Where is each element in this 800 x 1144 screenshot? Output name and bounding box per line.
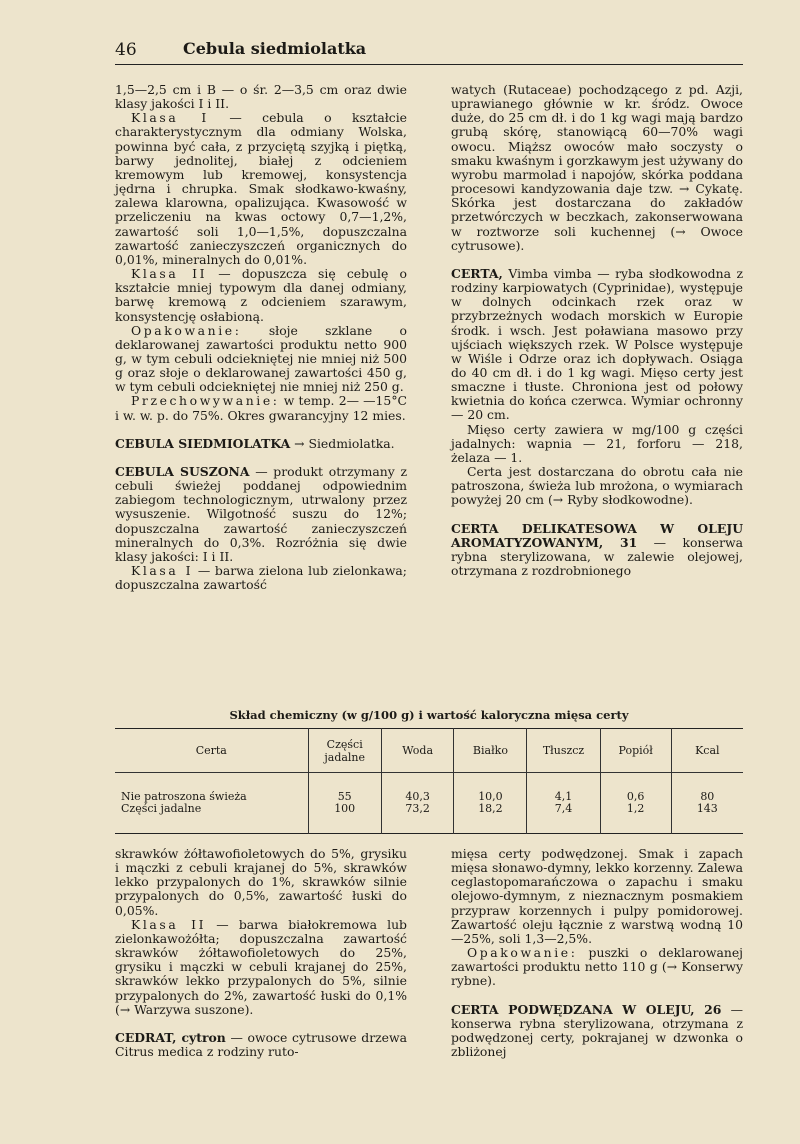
col-header: Popiół [600, 729, 671, 773]
table-cell-multiline [308, 773, 381, 834]
paragraph-text: Mięso certy zawiera w mg/100 g części jadalnych: wapnia — 21, forforu — 218, żelaza — 1. [451, 421, 743, 465]
col-header: Części jadalne [308, 729, 381, 773]
paragraph [115, 267, 407, 324]
paragraph-text: — konserwa rybna sterylizowana, otrzymana z podwędzonej certy, pokrajanej w dzwonka o zbliżonej [451, 1001, 743, 1060]
table-cell: 4,1 [554, 790, 573, 803]
paragraph [451, 83, 743, 253]
paragraph-gap [451, 508, 743, 522]
paragraph-text: Vimba vimba — ryba słodkowodna z rodziny karpiowatych (Cyprinidae), występuje w dolnych odcinkach rzek oraz w przybrzeżnych wodach morskich w Europie środk. i wsch. Jest poławiana masowo przy ujściach większych rzek. W Polsce występuje w Wiśle i Odrze oraz ich dopływach. Osiąga do 40 cm dł. i do 1 kg wagi. Mięso certy jest smaczne i tłuste. Chroniona jest od połowy kwietnia do końca czerwca. Wymiar ochronny — 20 cm. [451, 265, 743, 423]
dictionary-entry [115, 1031, 407, 1059]
paragraph [115, 918, 407, 1017]
table-header-row [115, 729, 743, 773]
table-cell: 55 [337, 790, 352, 803]
spaced-label: Opakowanie: [131, 322, 242, 338]
table-cell: 73,2 [405, 802, 430, 815]
paragraph-text: — dopuszcza się cebulę o kształcie mniej typowym dla danej odmiany, barwę kremową z odcieniem szarawym, konsystencję osłabioną. [115, 266, 407, 324]
spaced-label: Klasa I [131, 110, 209, 126]
table-cell: 80 [700, 790, 715, 803]
paragraph-text: — produkt otrzymany z cebuli świeżej poddanej odpowiednim zabiegom technologicznym, utrwalony przez wysuszenie. Wilgotność suszu do 12%; dopuszczalna zawartość zanieczyszczeń mineralnych do 0,3%. Rozróżnia się dwie klasy jakości: I i II. [115, 463, 407, 564]
page-number: 46 [115, 40, 137, 60]
col-header: Białko [454, 729, 527, 773]
left-column-top [115, 83, 407, 592]
paragraph [115, 847, 407, 918]
right-column-top [451, 83, 743, 578]
paragraph [451, 465, 743, 507]
paragraph-text: puszki o deklarowanej zawartości produktu netto 110 g (→ Konserwy rybne). [451, 945, 743, 989]
paragraph [115, 564, 407, 592]
table-cell-multiline [115, 773, 308, 834]
entry-headword: CERTA, [451, 265, 503, 281]
table-cell: Nie patroszona świeża [121, 790, 247, 803]
col-header: Certa [195, 744, 227, 757]
entry-headword: CERTA PODWĘDZANA W OLEJU, 26 [451, 1001, 722, 1017]
table-cell: 40,3 [405, 790, 430, 803]
paragraph-gap [115, 451, 407, 465]
chemical-composition-table [115, 728, 743, 834]
spaced-label: Klasa II [131, 916, 207, 932]
table-cell-multiline [454, 773, 527, 834]
paragraph [115, 394, 407, 422]
table-cell-multiline [600, 773, 671, 834]
table-cell-multiline [671, 773, 743, 834]
table-cell: 18,2 [478, 802, 503, 815]
paragraph-text: — cebula o kształcie charakterystycznym dla odmiany Wolska, powinna być cała, z przyciętą szyjką i piętką, barwy jednolitej, białej z odcieniem kremowym lub kremowej, konsystencja jędrna i chrupka. Smak słodkawo-kwaśny, zalewa klarowna, opalizująca. Kwasowość w przeliczeniu na kwas octowy 0,7—1,2%, zawartość soli 1,0—1,5%, dopuszczalna zawartość zanieczyszczeń organicznych do 0,01%, mineralnych do 0,01%. [115, 110, 408, 267]
running-head: Cebula siedmiolatka [183, 39, 367, 58]
left-column-bottom [115, 847, 407, 1059]
paragraph-text: watych (Rutaceae) pochodzącego z pd. Azji, uprawianego głównie w kr. śródz. Owoce duże, do 25 cm dł. i do 1 kg wagi mają bardzo grubą skórę, stanowiącą 60—70% wagi owocu. Miąższ owoców mało soczysty o smaku kwaśnym i gorzkawym jest używany do wyrobu marmolad i napojów, skórka poddana procesowi kandyzowania daje tzw. → Cykatę. Skórka jest dostarczana do zakładów przetwórczych w beczkach, zakonserwowana w roztworze soli kuchennej (→ Owoce cytrusowe). [451, 82, 743, 253]
spaced-label: Klasa I [131, 563, 194, 578]
paragraph-text: → Siedmiolatka. [290, 435, 395, 451]
entry-headword: CEDRAT, cytron [115, 1029, 226, 1045]
table-cell: 0,6 [626, 790, 645, 803]
table-cell: Części jadalne [121, 802, 202, 815]
dictionary-entry [115, 465, 407, 564]
paragraph [451, 946, 743, 988]
paragraph [115, 324, 407, 395]
entry-headword: CERTA DELIKATESOWA W OLEJU AROMATYZOWANYM, 31 [451, 520, 743, 550]
paragraph-text: w temp. 2— —15°C i w. w. p. do 75%. Okres gwarancyjny 12 mies. [115, 393, 407, 423]
spaced-label: Opakowanie: [467, 945, 578, 961]
paragraph-gap [115, 1017, 407, 1031]
paragraph-gap [451, 989, 743, 1003]
dictionary-entry [451, 522, 743, 579]
paragraph-text: mięsa certy podwędzonej. Smak i zapach mięsa słonawo-dymny, lekko korzenny. Zalewa ceglastopomarańczowa o zapachu i smaku olejowo-dymnym, z nieznacznym posmakiem przypraw korzennych i pulpy pomidorowej. Zawartość oleju łącznie z warstwą wodną 10—25%, soli 1,3—2,5%. [451, 846, 743, 946]
paragraph-text: 1,5—2,5 cm i B — o śr. 2—3,5 cm oraz dwie klasy jakości I i II. [115, 82, 407, 112]
spaced-label: Przechowywanie: [131, 393, 280, 409]
entry-headword: CEBULA SUSZONA [115, 463, 250, 479]
paragraph [451, 423, 743, 465]
paragraph-text: — barwa białokremowa lub zielonkawożółta; dopuszczalna zawartość skrawków żółtawofioletowych do 25%, grysiku i mączki w cebuli krajanej do 25%, skrawków lekko przypalonych do 5%, silnie przypalonych do 2%, zawartość łuski do 0,1% (→ Warzywa suszone). [115, 916, 407, 1017]
right-column-bottom [451, 847, 743, 1059]
table-caption: Skład chemiczny (w g/100 g) i wartość kaloryczna mięsa certy [229, 708, 629, 722]
paragraph-gap [451, 253, 743, 267]
paragraph-text: skrawków żółtawofioletowych do 5%, grysiku i mączki z cebuli krajanej do 5%, skrawków lekko przypalonych do 1%, skrawków silnie przypalonych do 0,5%, zawartość łuski do 0,05%. [115, 846, 407, 918]
table-cell: 143 [696, 802, 718, 815]
paragraph-text: Certa jest dostarczana do obrotu cała nie patroszona, świeża lub mrożona, o wymiarach powyżej 20 cm (→ Ryby słodkowodne). [451, 464, 743, 508]
table-cell: 10,0 [478, 790, 503, 803]
table-row [115, 773, 743, 834]
page-header [115, 38, 743, 65]
col-header: Kcal [671, 729, 743, 773]
paragraph-text: — konserwa rybna sterylizowana, w zalewie olejowej, otrzymana z rozdrobnionego [451, 534, 743, 578]
entry-headword: CEBULA SIEDMIOLATKA [115, 435, 291, 451]
table-cell-multiline [527, 773, 600, 834]
paragraph [451, 847, 743, 946]
table-cell: 100 [334, 802, 356, 815]
col-header: Tłuszcz [527, 729, 600, 773]
paragraph-text: słoje szklane o deklarowanej zawartości produktu netto 900 g, w tym cebuli odciekniętej nie mniej niż 500 g oraz słoje o deklarowanej zawartości 450 g, w tym cebuli odciekniętej nie mniej niż 250 g. [115, 322, 407, 395]
dictionary-entry [451, 1003, 743, 1060]
table-cell: 7,4 [554, 802, 573, 815]
table-cell: 1,2 [626, 802, 645, 815]
dictionary-entry [115, 437, 407, 451]
dictionary-entry [451, 267, 743, 423]
paragraph-text: — owoce cytrusowe drzewa Citrus medica z rodziny ruto- [115, 1029, 408, 1060]
table-cell-multiline [381, 773, 454, 834]
paragraph [115, 111, 407, 267]
paragraph [115, 83, 407, 111]
paragraph-gap [115, 423, 407, 437]
spaced-label: Klasa II [131, 266, 208, 282]
col-header: Woda [381, 729, 454, 773]
paragraph-text: — barwa zielona lub zielonkawa; dopuszczalna zawartość [115, 563, 407, 593]
